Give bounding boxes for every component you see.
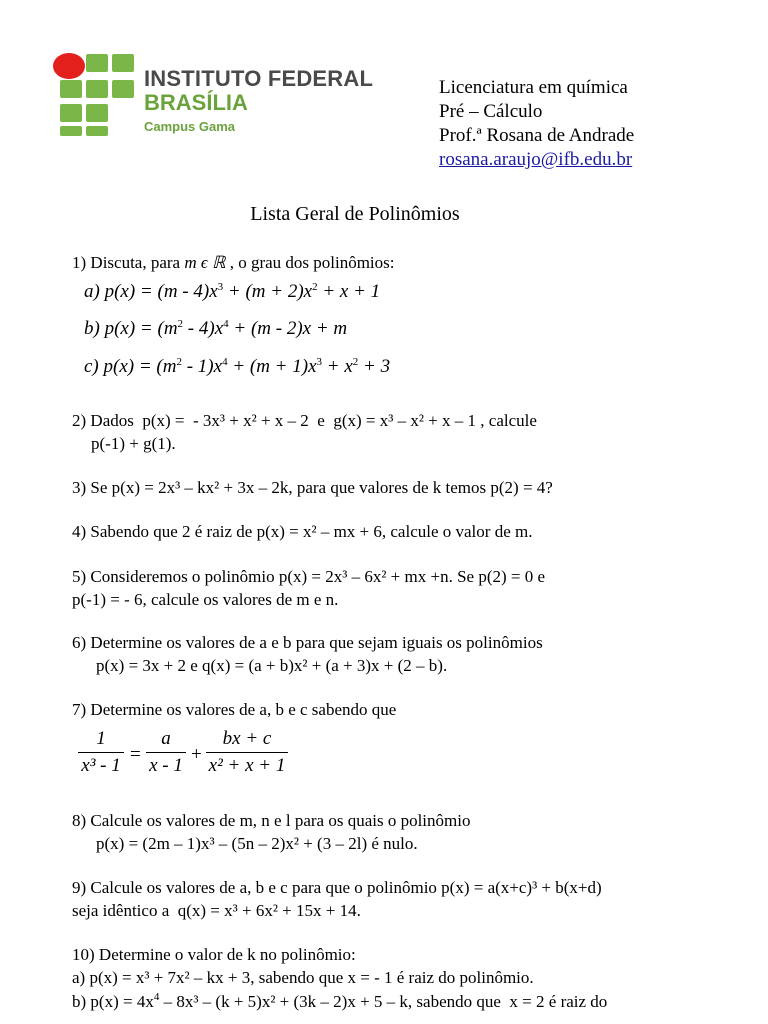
q1b-part: - 4)x	[183, 318, 224, 339]
equals-sign: =	[130, 744, 141, 765]
fraction-right-numerator: bx + c	[206, 728, 288, 753]
q1-intro-rest: , o grau dos polinômios:	[225, 253, 395, 272]
q1a-part: a) p(x) = (m - 4)x	[84, 281, 218, 302]
q1c-part: + 3	[358, 356, 391, 377]
question-2-line-1: 2) Dados p(x) = - 3x³ + x² + x – 2 e g(x) = x³ – x² + x – 1 , calcule	[72, 411, 537, 430]
fraction-left-numerator: 1	[78, 728, 124, 753]
institution-logo	[52, 50, 412, 150]
question-1-b	[84, 318, 347, 340]
logo-line-3: Campus Gama	[144, 119, 236, 134]
logo-line-2: BRASÍLIA	[144, 90, 248, 115]
question-7-line-1: 7) Determine os valores de a, b e c sabendo que	[72, 700, 397, 719]
q10b-exp: 4	[153, 991, 160, 1003]
question-9-line-1: 9) Calcule os valores de a, b e c para que o polinômio p(x) = a(x+c)³ + b(x+d)	[72, 878, 602, 897]
question-8-line-2: p(x) = (2m – 1)x³ – (5n – 2)x² + (3 – 2l) é nulo.	[96, 834, 418, 853]
q1b-part: b) p(x) = (m	[84, 318, 178, 339]
question-9-line-2: seja idêntico a q(x) = x³ + 6x² + 15x + 14.	[72, 901, 361, 920]
fraction-middle-numerator: a	[146, 728, 186, 753]
fraction-right-denominator: x² + x + 1	[208, 755, 286, 776]
q1c-part: + x	[322, 356, 353, 377]
q1-intro-set: m ϵ ℝ	[184, 253, 226, 272]
logo-grid-icon	[52, 50, 136, 136]
course-name: Licenciatura em química	[439, 77, 628, 98]
email-link[interactable]: rosana.araujo@ifb.edu.br	[439, 149, 633, 170]
q1b-exp: 2	[177, 318, 184, 330]
q1-intro-text: 1) Discuta, para	[72, 253, 185, 272]
logo-text	[144, 68, 373, 133]
q1c-part: c) p(x) = (m	[84, 356, 177, 377]
logo-line-1: INSTITUTO FEDERAL	[144, 66, 374, 91]
question-10-b	[72, 991, 607, 1012]
q1a-part: + x + 1	[317, 281, 381, 302]
q1b-exp: 4	[223, 318, 229, 330]
fraction-right	[206, 728, 288, 777]
question-10-intro: 10) Determine o valor de k no polinômio:	[72, 945, 356, 964]
plus-sign: +	[191, 744, 202, 765]
question-6-line-1: 6) Determine os valores de a e b para que sejam iguais os polinômios	[72, 633, 543, 652]
q10b-part: b) p(x) = 4x	[72, 992, 154, 1011]
header-info	[439, 76, 634, 172]
q10b-part: – 8x³ – (k + 5)x² + (3k – 2)x + 5 – k, sabendo que x = 2 é raiz do	[159, 992, 608, 1011]
q1c-exp: 2	[352, 356, 359, 368]
fraction-middle	[146, 728, 186, 777]
q1c-part: - 1)x	[181, 356, 223, 377]
question-1-intro	[72, 253, 395, 273]
page-title: Lista Geral de Polinômios	[250, 203, 460, 225]
q1c-exp: 4	[222, 356, 228, 368]
professor-name: Prof.ª Rosana de Andrade	[439, 125, 635, 146]
subject-name: Pré – Cálculo	[439, 101, 543, 122]
q1a-exp: 3	[217, 281, 224, 293]
fraction-left	[78, 728, 124, 777]
question-1-c	[84, 356, 390, 378]
q1a-part: + (m + 2)x	[223, 281, 313, 302]
question-10-a: a) p(x) = x³ + 7x² – kx + 3, sabendo que x = - 1 é raiz do polinômio.	[72, 968, 534, 987]
q1a-exp: 2	[312, 281, 318, 293]
question-2-line-2: p(-1) + g(1).	[91, 434, 176, 453]
q1b-part: + (m - 2)x + m	[228, 318, 348, 339]
question-5-line-2: p(-1) = - 6, calcule os valores de m e n.	[72, 590, 339, 609]
question-3: 3) Se p(x) = 2x³ – kx² + 3x – 2k, para que valores de k temos p(2) = 4?	[72, 478, 553, 497]
fraction-middle-denominator: x - 1	[149, 755, 183, 776]
q1c-exp: 3	[316, 356, 323, 368]
question-1-a	[84, 281, 380, 303]
q1c-exp: 2	[176, 356, 182, 368]
q1c-part: + (m + 1)x	[227, 356, 317, 377]
question-8-line-1: 8) Calcule os valores de m, n e l para os quais o polinômio	[72, 811, 471, 830]
question-5-line-1: 5) Consideremos o polinômio p(x) = 2x³ – 6x² + mx +n. Se p(2) = 0 e	[72, 567, 546, 586]
question-4: 4) Sabendo que 2 é raiz de p(x) = x² – mx + 6, calcule o valor de m.	[72, 522, 533, 541]
question-6-line-2: p(x) = 3x + 2 e q(x) = (a + b)x² + (a + 3)x + (2 – b).	[96, 656, 448, 675]
fraction-left-denominator: x³ - 1	[81, 755, 121, 776]
